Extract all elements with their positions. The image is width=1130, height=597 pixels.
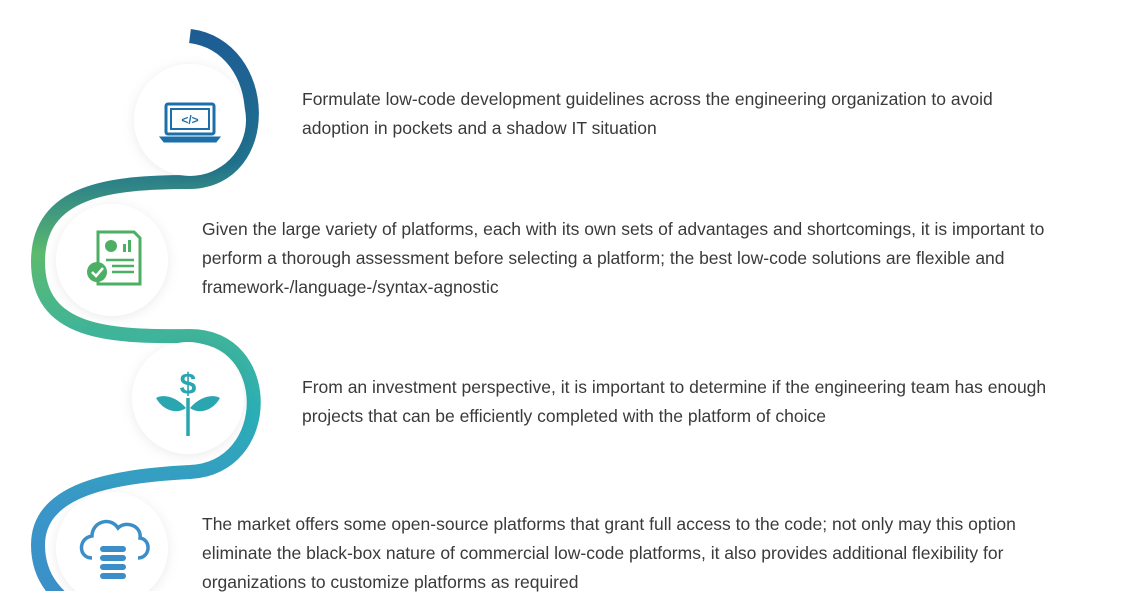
svg-text:</>: </>	[181, 113, 199, 127]
step-3-icon-circle	[132, 342, 244, 454]
step-1-icon-circle	[134, 64, 246, 176]
step-2-text: Given the large variety of platforms, each with its own sets of advantages and shortcomings, it is important to perform a thorough assessment before selecting a platform; the best low-code solutions are flexible and framework-/language-/syntax-agnostic	[202, 219, 1045, 297]
step-4-text: The market offers some open-source platforms that grant full access to the code; not only may this option eliminate the black-box nature of commercial low-code platforms, it also provides additional flexibility for organizations to customize platforms as required	[202, 514, 1016, 592]
step-1-text: Formulate low-code development guidelines across the engineering organization to avoid adoption in pockets and a shadow IT situation	[302, 89, 993, 138]
step-3-text: From an investment perspective, it is important to determine if the engineering team has enough projects that can be efficiently completed with the platform of choice	[302, 377, 1047, 426]
step-2-icon-circle	[56, 204, 168, 316]
svg-text:$: $	[179, 368, 197, 401]
step-4-icon-circle	[56, 492, 168, 591]
